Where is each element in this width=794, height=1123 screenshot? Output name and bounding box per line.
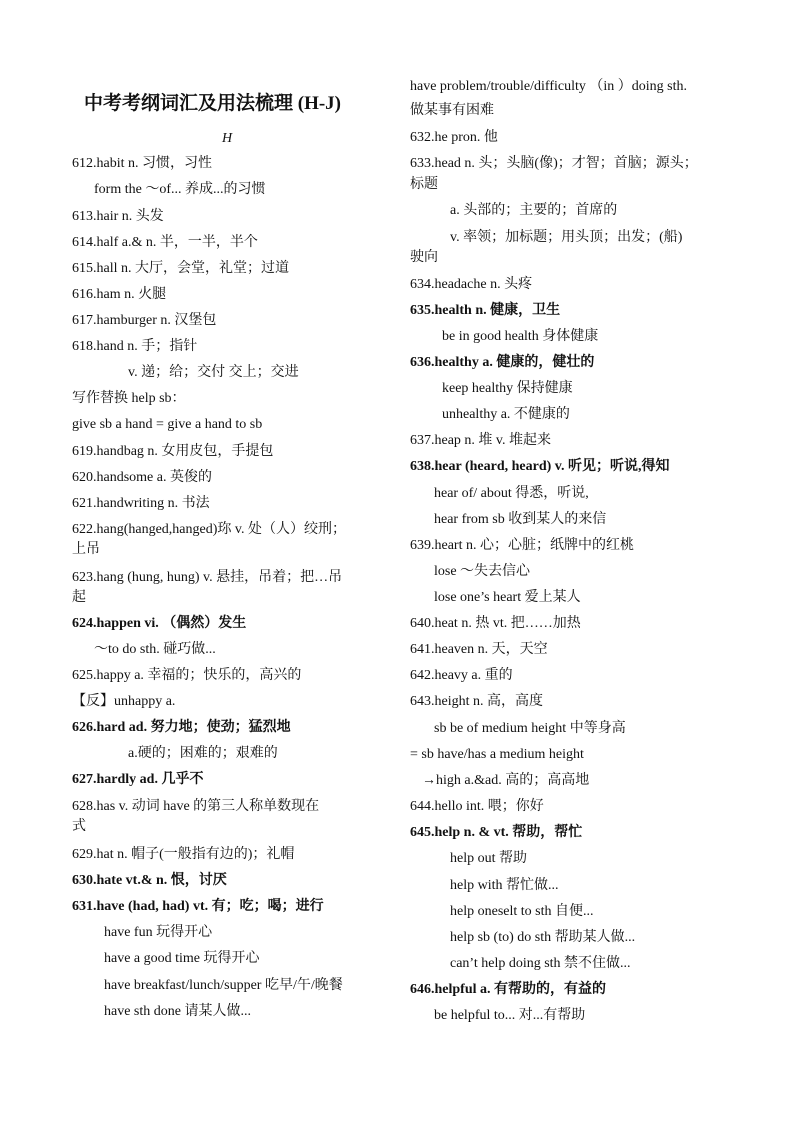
page-title: 中考考纲词汇及用法梳理 (H-J) bbox=[84, 93, 342, 114]
entry-bold: 645.help n. & vt. 帮助，帮忙 bbox=[410, 825, 583, 840]
entry-usage: hear of/ about 得悉，听说, bbox=[434, 486, 589, 501]
entry-continued: 式 bbox=[72, 819, 86, 834]
entry-usage: can’t help doing sth 禁不住做... bbox=[450, 956, 631, 971]
entry-continued: 标题 bbox=[410, 177, 438, 192]
entry-bold: 631.have (had, had) vt. 有；吃；喝；进行 bbox=[72, 899, 324, 914]
entry-bold: 627.hardly ad. 几乎不 bbox=[72, 772, 204, 787]
entry: 622.hang(hanged,hanged)珎 v. 处（人）绞刑； bbox=[72, 522, 346, 537]
entry-usage: ～to do sth. 碰巧做... bbox=[94, 642, 216, 657]
entry: 643.height n. 高，高度 bbox=[410, 694, 543, 709]
entry: 632.he pron. 他 bbox=[410, 130, 498, 145]
entry-usage: help with 帮忙做... bbox=[450, 878, 559, 893]
entry: 615.hall n. 大厅，会堂，礼堂；过道 bbox=[72, 261, 289, 276]
entry-usage: 写作替换 help sb： bbox=[72, 391, 186, 406]
entry: 621.handwriting n. 书法 bbox=[72, 496, 210, 511]
entry: 644.hello int. 喂；你好 bbox=[410, 799, 544, 814]
entry: 633.head n. 头；头脑(像)；才智；首脑；源头； bbox=[410, 156, 698, 171]
entry-usage: be helpful to... 对...有帮助 bbox=[434, 1008, 586, 1023]
entry-bold: 636.healthy a. 健康的，健壮的 bbox=[410, 355, 595, 370]
entry-continued: 上吊 bbox=[72, 542, 100, 557]
entry-continued: 做某事有困难 bbox=[410, 103, 494, 118]
entry-sense: a.硬的；困难的；艰难的 bbox=[128, 746, 278, 761]
entry: 614.half a.& n. 半，一半，半个 bbox=[72, 235, 258, 250]
entry-usage: have breakfast/lunch/supper 吃早/午/晚餐 bbox=[104, 978, 343, 993]
entry-bold: 626.hard ad. 努力地；使劲；猛烈地 bbox=[72, 720, 291, 735]
entry-bold: 638.hear (heard, heard) v. 听见；听说,得知 bbox=[410, 459, 670, 474]
entry-sense: a. 头部的；主要的；首席的 bbox=[450, 203, 618, 218]
entry-usage: give sb a hand = give a hand to sb bbox=[72, 417, 263, 432]
entry-bold: 624.happen vi. （偶然）发生 bbox=[72, 616, 247, 631]
entry: 617.hamburger n. 汉堡包 bbox=[72, 313, 217, 328]
entry: 637.heap n. 堆 v. 堆起来 bbox=[410, 433, 552, 448]
entry: 620.handsome a. 英俊的 bbox=[72, 470, 212, 485]
entry-continued: 起 bbox=[72, 590, 86, 605]
entry-usage: be in good health 身体健康 bbox=[442, 329, 599, 344]
entry-usage: help oneselt to sth 自便... bbox=[450, 904, 594, 919]
entry-sense: v. 递；给；交付 交上；交进 bbox=[128, 365, 299, 380]
entry: 613.hair n. 头发 bbox=[72, 209, 164, 224]
section-letter: H bbox=[222, 131, 233, 146]
entry-usage: unhealthy a. 不健康的 bbox=[442, 407, 570, 422]
entry: 619.handbag n. 女用皮包，手提包 bbox=[72, 444, 274, 459]
entry-usage: lose ～失去信心 bbox=[434, 564, 531, 579]
entry-bold: 630.hate vt.& n. 恨，讨厌 bbox=[72, 873, 227, 888]
entry-usage: help out 帮助 bbox=[450, 851, 527, 866]
entry-usage: = sb have/has a medium height bbox=[410, 747, 584, 762]
entry: 618.hand n. 手；指针 bbox=[72, 339, 198, 354]
entry-usage: have a good time 玩得开心 bbox=[104, 951, 260, 966]
entry-usage: help sb (to) do sth 帮助某人做... bbox=[450, 930, 636, 945]
entry-continued: 驶向 bbox=[410, 250, 438, 265]
entry: 629.hat n. 帽子(一般指有边的)；礼帽 bbox=[72, 847, 295, 862]
entry-usage: have problem/trouble/difficulty （in ）doing sth. bbox=[410, 79, 687, 94]
entry: 640.heat n. 热 vt. 把……加热 bbox=[410, 616, 581, 631]
entry: 612.habit n. 习惯，习性 bbox=[72, 156, 212, 171]
entry: 639.heart n. 心；心脏；纸牌中的红桃 bbox=[410, 538, 634, 553]
entry: 625.happy a. 幸福的；快乐的，高兴的 bbox=[72, 668, 302, 683]
entry: 642.heavy a. 重的 bbox=[410, 668, 513, 683]
entry: 616.ham n. 火腿 bbox=[72, 287, 167, 302]
entry-usage: lose one’s heart 爱上某人 bbox=[434, 590, 581, 605]
entry-usage: form the ～of... 养成...的习惯 bbox=[94, 182, 266, 197]
entry-usage: sb be of medium height 中等身高 bbox=[434, 721, 626, 736]
entry: 628.has v. 动词 have 的第三人称单数现在 bbox=[72, 799, 320, 814]
entry-usage: have fun 玩得开心 bbox=[104, 925, 213, 940]
entry-usage: have sth done 请某人做... bbox=[104, 1004, 251, 1019]
entry-antonym: 【反】unhappy a. bbox=[72, 694, 176, 709]
entry-bold: 635.health n. 健康，卫生 bbox=[410, 303, 561, 318]
entry: 634.headache n. 头疼 bbox=[410, 277, 533, 292]
entry-usage: keep healthy 保持健康 bbox=[442, 381, 573, 396]
entry-bold: 646.helpful a. 有帮助的，有益的 bbox=[410, 982, 607, 997]
entry-usage: hear from sb 收到某人的来信 bbox=[434, 512, 607, 527]
entry-related: →high a.&ad. 高的；高高地 bbox=[422, 773, 590, 788]
entry-sense: v. 率领；加标题；用头顶；出发；(船) bbox=[450, 230, 683, 245]
entry: 641.heaven n. 天，天空 bbox=[410, 642, 548, 657]
entry: 623.hang (hung, hung) v. 悬挂，吊着；把…吊 bbox=[72, 570, 343, 585]
